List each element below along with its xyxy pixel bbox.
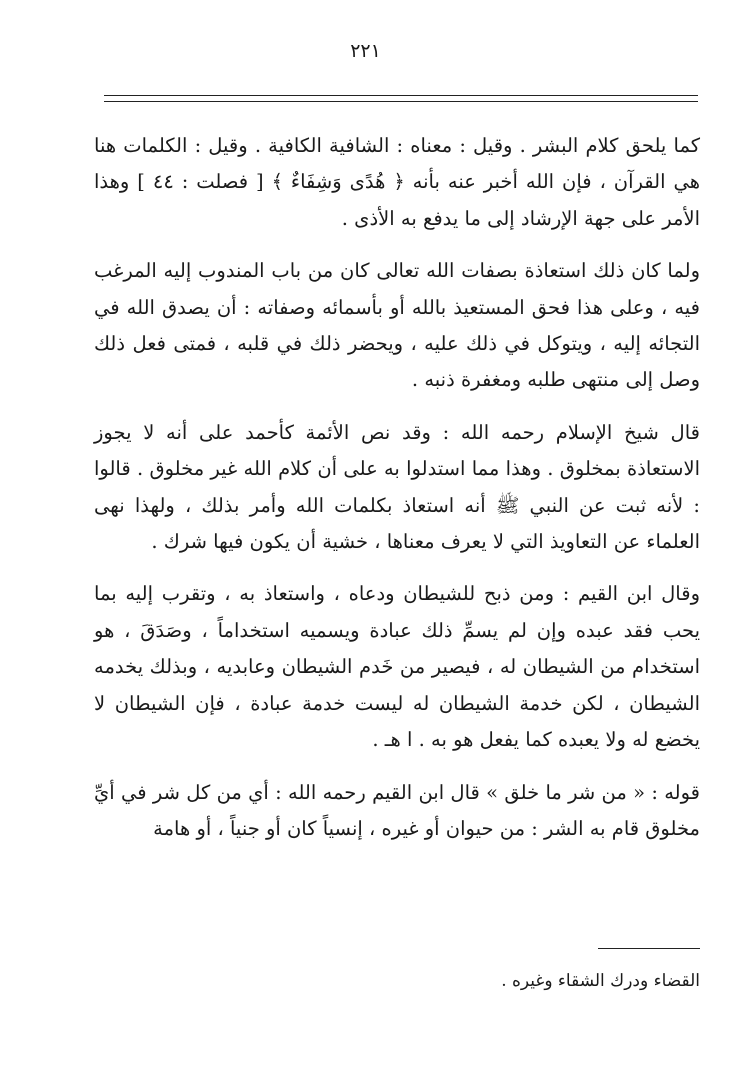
- footnote: القضاء ودرك الشقاء وغيره .: [501, 971, 700, 991]
- paragraph-1: كما يلحق كلام البشر . وقيل : معناه : الشافية الكافية . وقيل : الكلمات هنا هي القرآن ، فإن الله أخبر عنه بأنه ﴿ هُدًى وَشِفَاءٌ ﴾ [ فصلت : ٤٤ ] وهذا الأمر على جهة الإرشاد إلى ما يدفع به الأذى .: [94, 134, 700, 230]
- paragraph-5: قوله : « من شر ما خلق » قال ابن القيم رحمه الله : أي من كل شر في أيِّ مخلوق قام به الشر : من حيوان أو غيره ، إنسياً كان أو جنياً ، أو هامة: [94, 780, 700, 840]
- paragraph-2: ولما كان ذلك استعاذة بصفات الله تعالى كان من باب المندوب إليه المرغب فيه ، وعلى هذا فحق المستعيذ بالله أو بأسمائه وصفاته : أن يصدق الله في التجائه إليه ، ويتوكل في ذلك عليه ، ويحضر ذلك في قلبه ، فمتى فعل ذلك وصل إلى منتهى طلبه ومغفرة ذنبه .: [94, 259, 700, 392]
- footnote-rule: [598, 948, 700, 949]
- paragraph-3: قال شيخ الإسلام رحمه الله : وقد نص الأئمة كأحمد على أنه لا يجوز الاستعاذة بمخلوق . وهذا مما استدلوا به على أن كلام الله غير مخلوق . قالوا : لأنه ثبت عن النبي ﷺ أنه استعاذ بكلمات الله وأمر بذلك ، ولهذا نهى العلماء عن التعاويذ التي لا يعرف معناها ، خشية أن يكون فيها شرك .: [94, 420, 700, 554]
- header-rule-top: [104, 95, 698, 96]
- page-number: ٢٢١: [350, 40, 381, 62]
- paragraph-4: وقال ابن القيم : ومن ذبح للشيطان ودعاه ، واستعاذ به ، وتقرب إليه بما يحب فقد عبده وإن لم يسمِّ ذلك عبادة ويسميه استخداماً ، وصَدَقَ ، هو استخدام من الشيطان له ، فيصير من خَدم الشيطان وعابديه ، وبذلك يخدمه الشيطان ، لكن خدمة الشيطان له ليست خدمة عبادة ، فإن الشيطان لا يخضع له ولا يعبده كما يفعل هو به . ا هـ .: [94, 582, 700, 752]
- header-rule-bottom: [104, 101, 698, 102]
- page-body: [94, 128, 700, 863]
